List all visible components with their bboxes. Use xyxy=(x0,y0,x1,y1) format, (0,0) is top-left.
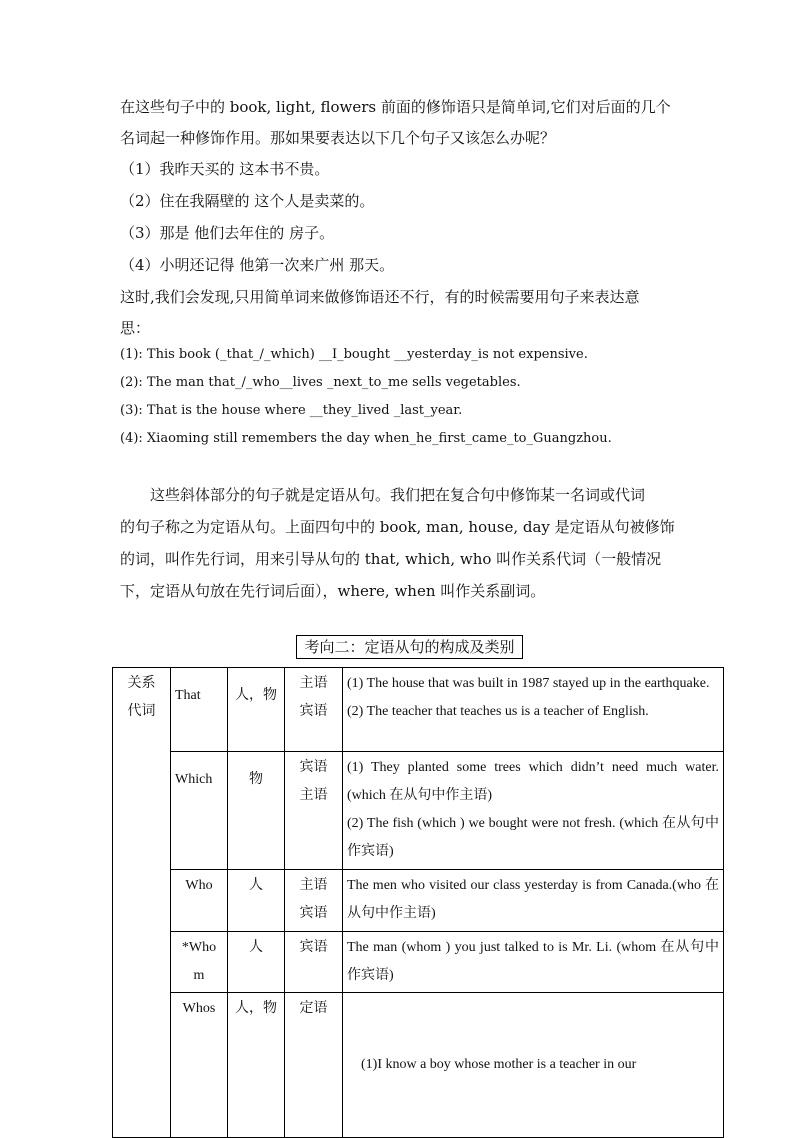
intro-paragraph-line-1: 在这些句子中的 book, light, flowers 前面的修饰语只是简单词,它们对后面的几个 xyxy=(120,98,671,116)
explanation-line-4: 下，定语从句放在先行词后面），where, when 叫作关系副词。 xyxy=(120,582,546,600)
table-row xyxy=(113,870,724,932)
example-sentence-1: The man (whom ) you just talked to is Mr. Li. (whom 在从句中作宾语) xyxy=(347,940,719,983)
example-sentence-1: (1)I know a boy whose mother is a teacher in our xyxy=(347,1057,637,1072)
english-example-1: (1): This book (_that_/_which) __I_bought __yesterday_is not expensive. xyxy=(120,347,588,362)
example-cell xyxy=(343,870,724,932)
function-label-1: 定语 xyxy=(299,1001,328,1016)
function-label-1: 主语 xyxy=(299,878,328,893)
second-paragraph-line-1: 这时,我们会发现,只用简单词来做修饰语还不行，有的时候需要用句子来表达意 xyxy=(120,288,640,306)
chinese-sentence-1: （1）我昨天买的 这本书不贵。 xyxy=(120,160,330,178)
pronoun-cell xyxy=(171,993,228,1138)
pronoun-cell xyxy=(171,932,228,993)
example-sentence-2: (2) The teacher that teaches us is a teacher of English. xyxy=(347,704,649,719)
example-sentence-1: (1) They planted some trees which didn’t need much water. (which 在从句中作主语) xyxy=(347,760,719,803)
function-label-2: 宾语 xyxy=(299,906,328,921)
example-cell xyxy=(343,993,724,1138)
english-example-2: (2): The man that_/_who__lives _next_to_me sells vegetables. xyxy=(120,375,521,390)
table-row xyxy=(113,668,724,752)
table-row xyxy=(113,752,724,870)
function-cell xyxy=(285,752,343,870)
pronoun-cell xyxy=(171,752,228,870)
table-row xyxy=(113,932,724,993)
pronoun-cell xyxy=(171,668,228,752)
antecedent-cell xyxy=(228,668,285,752)
section-title: 考向二：定语从句的构成及类别 xyxy=(296,635,523,659)
example-sentence-1: (1) The house that was built in 1987 stayed up in the earthquake. xyxy=(347,676,710,691)
table-row xyxy=(113,993,724,1138)
english-example-4: (4): Xiaoming still remembers the day when_he_first_came_to_Guangzhou. xyxy=(120,431,612,446)
function-label-1: 宾语 xyxy=(299,760,328,775)
antecedent-label: 物 xyxy=(249,772,263,787)
example-cell xyxy=(343,668,724,752)
antecedent-label: 人，物 xyxy=(235,1001,277,1016)
function-label-2: 宾语 xyxy=(299,704,328,719)
explanation-line-3: 的词，叫作先行词，用来引导从句的 that, which, who 叫作关系代词（一般情况 xyxy=(120,550,662,568)
example-sentence-2: (2) The fish (which ) we bought were not fresh. (which 在从句中作宾语) xyxy=(347,816,719,859)
antecedent-label: 人 xyxy=(249,940,263,955)
function-label-1: 主语 xyxy=(299,676,328,691)
function-cell xyxy=(285,932,343,993)
pronoun-label-line-1: *Who xyxy=(181,940,217,955)
chinese-sentence-2: （2）住在我隔壁的 这个人是卖菜的。 xyxy=(120,192,375,210)
pronoun-label: Whos xyxy=(182,1001,216,1016)
function-cell xyxy=(285,993,343,1138)
category-label-line-2: 代词 xyxy=(127,704,156,719)
antecedent-label: 人 xyxy=(249,878,263,893)
explanation-line-2: 的句子称之为定语从句。上面四句中的 book, man, house, day 是定语从句被修饰 xyxy=(120,518,675,536)
explanation-line-1: 这些斜体部分的句子就是定语从句。我们把在复合句中修饰某一名词或代词 xyxy=(150,486,646,504)
category-cell xyxy=(113,668,171,1138)
pronoun-label: Which xyxy=(175,772,213,787)
second-paragraph-line-2: 思： xyxy=(120,319,151,337)
antecedent-cell xyxy=(228,752,285,870)
antecedent-cell xyxy=(228,870,285,932)
pronoun-label-line-2: m xyxy=(193,968,205,983)
pronoun-label: Who xyxy=(185,878,213,893)
example-cell xyxy=(343,932,724,993)
chinese-sentence-4: （4）小明还记得 他第一次来广州 那天。 xyxy=(120,256,395,274)
function-label-2: 主语 xyxy=(299,788,328,803)
chinese-sentence-3: （3）那是 他们去年住的 房子。 xyxy=(120,224,335,242)
relative-pronoun-table xyxy=(112,667,724,1138)
example-cell xyxy=(343,752,724,870)
function-cell xyxy=(285,870,343,932)
example-sentence-1: The men who visited our class yesterday is from Canada.(who 在从句中作主语) xyxy=(347,878,719,921)
category-label-line-1: 关系 xyxy=(127,676,156,691)
function-cell xyxy=(285,668,343,752)
antecedent-cell xyxy=(228,932,285,993)
intro-paragraph-line-2: 名词起一种修饰作用。那如果要表达以下几个句子又该怎么办呢？ xyxy=(120,129,556,147)
antecedent-cell xyxy=(228,993,285,1138)
pronoun-label: That xyxy=(175,688,201,703)
pronoun-cell xyxy=(171,870,228,932)
function-label-1: 宾语 xyxy=(299,940,328,955)
antecedent-label: 人，物 xyxy=(235,688,277,703)
english-example-3: (3): That is the house where __they_lived _last_year. xyxy=(120,403,463,418)
